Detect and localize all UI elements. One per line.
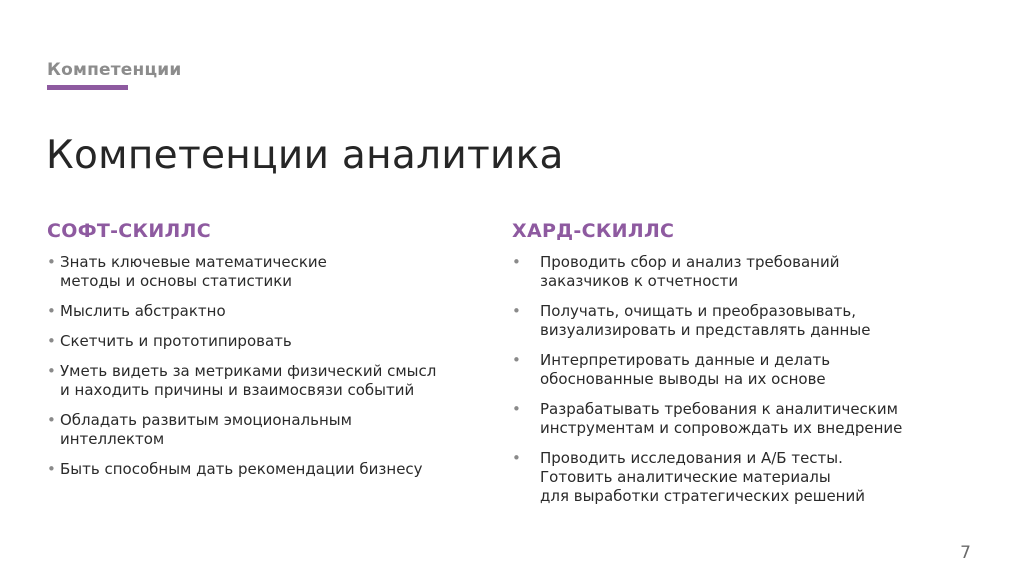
section-label: Компетенции [47, 60, 182, 80]
item-line: Скетчить и прототипировать [60, 332, 292, 350]
item-line: Мыслить абстрактно [60, 302, 226, 320]
item-line: Разрабатывать требования к аналитическим [540, 400, 898, 418]
item-line: Проводить сбор и анализ требований [540, 253, 840, 271]
list-item [47, 460, 487, 479]
list-item [47, 332, 487, 351]
item-line: Проводить исследования и А/Б тесты. [540, 449, 843, 467]
list-item [47, 253, 487, 291]
list-item [512, 400, 982, 438]
list-item [47, 411, 487, 449]
bullet-icon: • [512, 351, 521, 369]
soft-skills-column [47, 220, 487, 490]
list-item [512, 449, 982, 506]
item-line: заказчиков к отчетности [540, 272, 739, 290]
slide-title: Компетенции аналитика [46, 133, 564, 178]
item-line: Готовить аналитические материалы [540, 468, 831, 486]
bullet-icon: • [47, 253, 56, 271]
item-line: Уметь видеть за метриками физический смысл [60, 362, 437, 380]
item-line: Знать ключевые математические [60, 253, 327, 271]
item-line: Получать, очищать и преобразовывать, [540, 302, 856, 320]
bullet-icon: • [512, 400, 521, 418]
list-item [512, 253, 982, 291]
item-line: инструментам и сопровождать их внедрение [540, 419, 903, 437]
list-item [47, 362, 487, 400]
item-line: интеллектом [60, 430, 165, 448]
bullet-icon: • [512, 302, 521, 320]
item-line: обоснованные выводы на их основе [540, 370, 826, 388]
item-line: методы и основы статистики [60, 272, 293, 290]
soft-skills-list [47, 253, 487, 479]
item-line: и находить причины и взаимосвязи событий [60, 381, 415, 399]
bullet-icon: • [47, 332, 56, 350]
bullet-icon: • [47, 411, 56, 429]
hard-skills-list [512, 253, 982, 506]
soft-skills-heading: СОФТ-СКИЛЛС [47, 220, 211, 242]
item-line: Интерпретировать данные и делать [540, 351, 831, 369]
item-line: Обладать развитым эмоциональным [60, 411, 352, 429]
bullet-icon: • [512, 253, 521, 271]
page-number: 7 [960, 543, 971, 563]
list-item [512, 351, 982, 389]
item-line: для выработки стратегических решений [540, 487, 865, 505]
bullet-icon: • [512, 449, 521, 467]
bullet-icon: • [47, 362, 56, 380]
hard-skills-column [512, 220, 982, 517]
list-item [47, 302, 487, 321]
item-line: Быть способным дать рекомендации бизнесу [60, 460, 423, 478]
item-line: визуализировать и представлять данные [540, 321, 871, 339]
bullet-icon: • [47, 460, 56, 478]
section-underline [47, 85, 128, 90]
hard-skills-heading: ХАРД-СКИЛЛС [512, 220, 675, 242]
bullet-icon: • [47, 302, 56, 320]
list-item [512, 302, 982, 340]
